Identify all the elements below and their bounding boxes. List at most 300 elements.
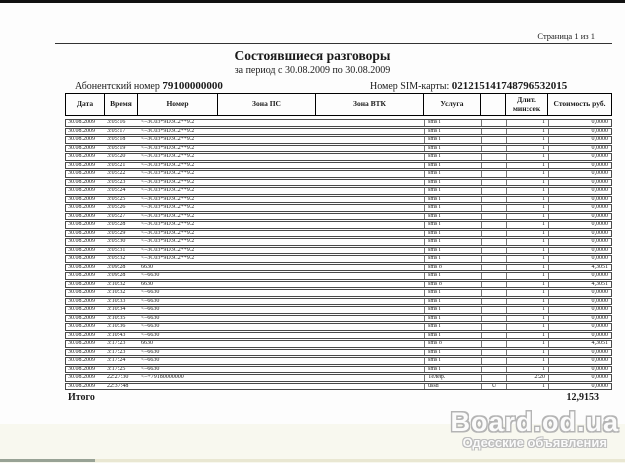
cell-dur: 1 bbox=[506, 384, 548, 390]
cell-dur: 1 bbox=[506, 197, 548, 203]
cell-flag bbox=[481, 290, 506, 296]
table-row bbox=[65, 230, 612, 238]
cell-time: 3:10:34 bbox=[107, 307, 126, 312]
cell-flag bbox=[481, 214, 506, 220]
cell-time: 3:05:25 bbox=[107, 196, 126, 202]
cell-zonavtk bbox=[316, 120, 424, 126]
cell-flag bbox=[481, 248, 506, 254]
cell-usluga: sms i bbox=[424, 146, 481, 152]
cell-time: 3:05:22 bbox=[107, 171, 126, 176]
cell-zonaps bbox=[218, 154, 316, 160]
header-usluga: Услуга bbox=[424, 94, 481, 115]
cell-cost: 0,0000 bbox=[548, 214, 611, 220]
cell-cost: 0,0000 bbox=[548, 231, 611, 237]
cell-time: 3:05:30 bbox=[107, 239, 126, 244]
sim-number: 021215141748796532015 bbox=[451, 80, 568, 92]
cell-cost: 4,3051 bbox=[548, 282, 611, 288]
cell-number: <–3C03*9D3C2**9.2 bbox=[141, 247, 195, 253]
cell-zonavtk bbox=[316, 341, 424, 347]
cell-dur: 1 bbox=[506, 239, 548, 245]
cell-cost: 0,0000 bbox=[548, 137, 611, 143]
cell-dur: 1 bbox=[506, 256, 548, 262]
cell-zonaps bbox=[218, 367, 316, 373]
table-row bbox=[65, 366, 612, 374]
cell-flag bbox=[481, 265, 506, 271]
cell-dur: 1 bbox=[506, 299, 548, 305]
cell-date: 30.08.2009 bbox=[68, 307, 95, 312]
cell-zonaps bbox=[218, 188, 316, 194]
cell-usluga: sms i bbox=[424, 307, 481, 313]
cell-zonaps bbox=[218, 307, 316, 313]
totals-row bbox=[0, 392, 625, 406]
cell-cost: 0,0000 bbox=[548, 299, 611, 305]
cell-flag bbox=[481, 316, 506, 322]
cell-time: 3:10:32 bbox=[107, 281, 126, 287]
cell-zonaps bbox=[218, 205, 316, 211]
cell-usluga: sms i bbox=[424, 214, 481, 220]
cell-cost: 0,0000 bbox=[548, 120, 611, 126]
cell-zonaps bbox=[218, 350, 316, 356]
table-row bbox=[65, 170, 612, 178]
watermark-logo: Board.od.ua bbox=[450, 407, 619, 437]
cell-date: 30.08.2009 bbox=[68, 137, 95, 142]
cell-time: 3:17:23 bbox=[107, 349, 126, 355]
cell-usluga: sms o bbox=[424, 341, 481, 347]
cell-flag bbox=[481, 188, 506, 194]
cell-zonavtk bbox=[316, 282, 424, 288]
table-row bbox=[65, 204, 612, 212]
table-row bbox=[65, 136, 612, 144]
cell-date: 30.08.2009 bbox=[68, 196, 95, 202]
header-zona-vtk: Зона ВТК bbox=[316, 94, 424, 115]
cell-date: 30.08.2009 bbox=[68, 120, 95, 125]
cell-zonavtk bbox=[316, 333, 424, 339]
cell-flag bbox=[481, 163, 506, 169]
cell-number: <–3C03*9D3C2**9.2 bbox=[141, 205, 195, 210]
cell-flag bbox=[481, 137, 506, 143]
cell-dur: 1 bbox=[506, 265, 548, 271]
cell-flag bbox=[481, 341, 506, 347]
table-row bbox=[65, 323, 612, 331]
cell-number: <–6630 bbox=[141, 324, 160, 329]
cell-zonavtk bbox=[316, 171, 424, 177]
cell-dur: 1 bbox=[506, 358, 548, 364]
cell-zonaps bbox=[218, 146, 316, 152]
cell-cost: 0,0000 bbox=[548, 367, 611, 373]
cell-flag bbox=[481, 239, 506, 245]
cell-cost: 0,0000 bbox=[548, 316, 611, 322]
cell-usluga: Телеф. bbox=[424, 375, 481, 381]
cell-zonaps bbox=[218, 316, 316, 322]
cell-time: 3:10:32 bbox=[107, 290, 126, 295]
cell-time: 3:17:24 bbox=[107, 358, 126, 363]
table-row bbox=[65, 272, 612, 280]
cell-zonavtk bbox=[316, 307, 424, 313]
cell-dur: 1 bbox=[506, 205, 548, 211]
cell-date: 30.08.2009 bbox=[68, 230, 95, 236]
cell-cost: 0,0000 bbox=[548, 256, 611, 262]
cell-usluga: sms i bbox=[424, 163, 481, 169]
table-row bbox=[65, 349, 612, 357]
table-row bbox=[65, 213, 612, 221]
cell-dur: 1 bbox=[506, 273, 548, 279]
cell-date: 30.08.2009 bbox=[68, 222, 95, 227]
cell-zonavtk bbox=[316, 290, 424, 296]
cell-dur: 1 bbox=[506, 367, 548, 373]
cell-zonavtk bbox=[316, 231, 424, 237]
watermark-subtitle: Одесские объявления bbox=[462, 435, 607, 450]
cell-zonavtk bbox=[316, 137, 424, 143]
cell-time: 3:05:20 bbox=[107, 154, 126, 159]
cell-cost: 0,0000 bbox=[548, 180, 611, 186]
cell-time: 3:05:17 bbox=[107, 128, 126, 134]
cell-number: 6630 bbox=[141, 281, 153, 287]
page-indicator: Страница 1 из 1 bbox=[537, 31, 595, 41]
cell-time: 3:05:31 bbox=[107, 247, 126, 253]
cell-flag bbox=[481, 171, 506, 177]
cell-dur: 1 bbox=[506, 316, 548, 322]
cell-number: <–3C03*9D3C2**9.2 bbox=[141, 145, 195, 151]
cell-number bbox=[138, 384, 218, 390]
table-row bbox=[65, 332, 612, 340]
cell-zonaps bbox=[218, 358, 316, 364]
cell-flag bbox=[481, 120, 506, 126]
cell-usluga: sms i bbox=[424, 273, 481, 279]
cell-date: 30.08.2009 bbox=[68, 324, 95, 329]
cell-dur: 1 bbox=[506, 350, 548, 356]
cell-flag: U bbox=[481, 384, 506, 390]
cell-time: 22:27:30 bbox=[107, 375, 129, 380]
cell-usluga: sms i bbox=[424, 367, 481, 373]
cell-usluga: ussd bbox=[424, 384, 481, 390]
table-row bbox=[65, 247, 612, 255]
cell-zonaps bbox=[218, 333, 316, 339]
cell-date: 30.08.2009 bbox=[68, 281, 95, 287]
cell-date: 30.08.2009 bbox=[68, 205, 95, 210]
cell-number: <–6630 bbox=[141, 349, 160, 355]
cell-dur: 1 bbox=[506, 341, 548, 347]
cell-zonavtk bbox=[316, 316, 424, 322]
cell-date: 30.08.2009 bbox=[68, 332, 95, 338]
cell-dur: 1 bbox=[506, 154, 548, 160]
table-row bbox=[65, 255, 612, 263]
cell-zonaps bbox=[218, 137, 316, 143]
cell-zonaps bbox=[218, 129, 316, 135]
report-period: за период с 30.08.2009 по 30.08.2009 bbox=[234, 65, 391, 76]
cell-cost: 0,0000 bbox=[548, 222, 611, 228]
cell-zonavtk bbox=[316, 324, 424, 330]
cell-zonavtk bbox=[316, 265, 424, 271]
cell-flag bbox=[481, 154, 506, 160]
header-flag bbox=[481, 94, 506, 115]
cell-date: 30.08.2009 bbox=[68, 290, 95, 295]
cell-flag bbox=[481, 129, 506, 135]
cell-zonavtk bbox=[316, 239, 424, 245]
total-label: Итого bbox=[68, 392, 95, 403]
cell-date: 30.08.2009 bbox=[68, 366, 95, 372]
cell-usluga: sms i bbox=[424, 248, 481, 254]
cell-cost: 0,0000 bbox=[548, 307, 611, 313]
table-row bbox=[65, 374, 612, 382]
cell-usluga: sms i bbox=[424, 324, 481, 330]
cell-number: <–3C03*9D3C2**9.2 bbox=[141, 128, 195, 134]
cell-zonaps bbox=[218, 324, 316, 330]
cell-zonavtk bbox=[316, 375, 424, 381]
cell-cost: 0,0000 bbox=[548, 333, 611, 339]
cell-dur: 1 bbox=[506, 171, 548, 177]
cell-cost: 0,0000 bbox=[548, 273, 611, 279]
cell-usluga: sms i bbox=[424, 197, 481, 203]
cell-number: <–6630 bbox=[141, 273, 160, 278]
header-rule bbox=[55, 43, 612, 44]
cell-number: <–3C03*9D3C2**9.2 bbox=[141, 256, 195, 261]
cell-number: 6630 bbox=[141, 341, 153, 346]
cell-usluga: sms i bbox=[424, 180, 481, 186]
sim-label: Номер SIM-карты: bbox=[370, 81, 450, 92]
cell-date: 30.08.2009 bbox=[68, 298, 95, 304]
cell-dur: 1 bbox=[506, 248, 548, 254]
cell-flag bbox=[481, 273, 506, 279]
cell-zonaps bbox=[218, 120, 316, 126]
cell-cost: 0,0000 bbox=[548, 290, 611, 296]
cell-usluga: sms i bbox=[424, 120, 481, 126]
cell-number: <–3C03*9D3C2**9.2 bbox=[141, 162, 195, 168]
cell-usluga: sms o bbox=[424, 265, 481, 271]
cell-number: <–3C03*9D3C2**9.2 bbox=[141, 196, 195, 202]
cell-time: 3:05:18 bbox=[107, 137, 126, 142]
cell-zonaps bbox=[218, 239, 316, 245]
cell-zonaps bbox=[218, 171, 316, 177]
cell-date: 30.08.2009 bbox=[68, 247, 95, 253]
cell-zonaps bbox=[218, 180, 316, 186]
cell-dur: 1 bbox=[506, 307, 548, 313]
cell-cost: 0,0000 bbox=[548, 205, 611, 211]
cell-zonaps bbox=[218, 248, 316, 254]
cell-flag bbox=[481, 367, 506, 373]
cell-number: <–3C03*9D3C2**9.2 bbox=[141, 213, 195, 219]
cell-number: <–3C03*9D3C2**9.2 bbox=[141, 120, 195, 125]
cell-usluga: sms i bbox=[424, 171, 481, 177]
total-value: 12,9153 bbox=[566, 392, 599, 403]
table-row bbox=[65, 153, 612, 161]
header-duration: Длит. мин:сек bbox=[506, 94, 548, 115]
cell-date: 30.08.2009 bbox=[68, 273, 95, 278]
table-row bbox=[65, 340, 612, 348]
cell-dur: 2:20 bbox=[506, 375, 548, 381]
table-row bbox=[65, 119, 612, 127]
cell-number: <–6630 bbox=[141, 315, 160, 321]
table-row bbox=[65, 315, 612, 323]
cell-date: 30.08.2009 bbox=[68, 145, 95, 151]
cell-date: 30.08.2009 bbox=[68, 239, 95, 244]
cell-zonavtk bbox=[316, 146, 424, 152]
table-body bbox=[65, 119, 612, 391]
cell-number: <–6630 bbox=[141, 358, 160, 363]
cell-flag bbox=[481, 180, 506, 186]
cell-zonavtk bbox=[316, 350, 424, 356]
cell-zonavtk bbox=[316, 256, 424, 262]
cell-usluga: sms i bbox=[424, 188, 481, 194]
cell-time: 3:10:35 bbox=[107, 315, 126, 321]
cell-time: 3:05:23 bbox=[107, 179, 126, 185]
table-row bbox=[65, 238, 612, 246]
cell-time: 3:05:26 bbox=[107, 205, 126, 210]
cell-zonavtk bbox=[316, 367, 424, 373]
cell-cost: 0,0000 bbox=[548, 384, 611, 390]
header-time: Время bbox=[105, 94, 138, 115]
cell-zonavtk bbox=[316, 129, 424, 135]
cell-time: 22:37:48 bbox=[107, 383, 129, 389]
cell-number: <–3C03*9D3C2**9.2 bbox=[141, 179, 195, 185]
cell-number: <–3C03*9D3C2**9.2 bbox=[141, 137, 195, 142]
header-date: Дата bbox=[66, 94, 105, 115]
cell-cost: 0,0000 bbox=[548, 171, 611, 177]
sim-line bbox=[370, 80, 567, 92]
cell-date: 30.08.2009 bbox=[68, 375, 95, 380]
cell-number: <–3C03*9D3C2**9.2 bbox=[141, 230, 195, 236]
cell-zonaps bbox=[218, 214, 316, 220]
cell-dur: 1 bbox=[506, 163, 548, 169]
cell-usluga: sms i bbox=[424, 256, 481, 262]
cell-dur: 1 bbox=[506, 231, 548, 237]
cell-zonavtk bbox=[316, 273, 424, 279]
cell-number: <–6630 bbox=[141, 298, 160, 304]
cell-zonavtk bbox=[316, 214, 424, 220]
table-row bbox=[65, 289, 612, 297]
cell-flag bbox=[481, 146, 506, 152]
cell-flag bbox=[481, 299, 506, 305]
cell-number: <–3C03*9D3C2**9.2 bbox=[141, 171, 195, 176]
cell-number: <–3C03*9D3C2**9.2 bbox=[141, 239, 195, 244]
cell-flag bbox=[481, 324, 506, 330]
cell-dur: 1 bbox=[506, 137, 548, 143]
cell-time: 3:10:33 bbox=[107, 298, 126, 304]
cell-usluga: sms i bbox=[424, 222, 481, 228]
cell-cost: 0,0000 bbox=[548, 350, 611, 356]
cell-dur: 1 bbox=[506, 333, 548, 339]
cell-usluga: sms i bbox=[424, 299, 481, 305]
table-row bbox=[65, 179, 612, 187]
cell-date: 30.08.2009 bbox=[68, 162, 95, 168]
cell-date: 30.08.2009 bbox=[68, 341, 95, 346]
cell-dur: 1 bbox=[506, 222, 548, 228]
cell-zonaps bbox=[218, 273, 316, 279]
cell-time: 3:05:32 bbox=[107, 256, 126, 261]
cell-zonavtk bbox=[316, 299, 424, 305]
cell-time: 3:05:24 bbox=[107, 188, 126, 193]
cell-zonavtk bbox=[316, 358, 424, 364]
cell-time: 3:17:23 bbox=[107, 341, 126, 346]
cell-zonavtk bbox=[316, 248, 424, 254]
cell-cost: 0,0000 bbox=[548, 358, 611, 364]
cell-zonaps bbox=[218, 256, 316, 262]
cell-dur: 1 bbox=[506, 180, 548, 186]
cell-usluga: sms i bbox=[424, 231, 481, 237]
cell-dur: 1 bbox=[506, 146, 548, 152]
cell-date: 30.08.2009 bbox=[68, 213, 95, 219]
cell-date: 30.08.2009 bbox=[68, 179, 95, 185]
cell-usluga: sms i bbox=[424, 154, 481, 160]
cell-number: <–3C03*9D3C2**9.2 bbox=[141, 154, 195, 159]
cell-zonavtk bbox=[316, 154, 424, 160]
cell-zonavtk bbox=[316, 384, 424, 390]
cell-dur: 1 bbox=[506, 120, 548, 126]
cell-cost: 0,0000 bbox=[548, 146, 611, 152]
cell-time: 3:10:36 bbox=[107, 324, 126, 329]
cell-cost: 0,0000 bbox=[548, 375, 611, 381]
cell-zonavtk bbox=[316, 197, 424, 203]
cell-time: 3:17:25 bbox=[107, 366, 126, 372]
cell-zonaps bbox=[218, 384, 316, 390]
table-row bbox=[65, 298, 612, 306]
table-row bbox=[65, 281, 612, 289]
cell-time: 3:05:16 bbox=[107, 120, 126, 125]
cell-zonaps bbox=[218, 299, 316, 305]
cell-date: 30.08.2009 bbox=[68, 154, 95, 159]
cell-date: 30.08.2009 bbox=[68, 358, 95, 363]
cell-number: <–6630 bbox=[141, 290, 160, 295]
cell-cost: 0,0000 bbox=[548, 248, 611, 254]
cell-zonaps bbox=[218, 265, 316, 271]
cell-number: <–3C03*9D3C2**9.2 bbox=[141, 188, 195, 193]
cell-flag bbox=[481, 358, 506, 364]
cell-cost: 4,3051 bbox=[548, 265, 611, 271]
cell-dur: 1 bbox=[506, 290, 548, 296]
table-row bbox=[65, 128, 612, 136]
cell-dur: 1 bbox=[506, 324, 548, 330]
cell-usluga: sms i bbox=[424, 239, 481, 245]
cell-date: 30.08.2009 bbox=[68, 383, 95, 389]
subscriber-number: 79100000000 bbox=[162, 80, 223, 92]
cell-flag bbox=[481, 231, 506, 237]
cell-flag bbox=[481, 333, 506, 339]
cell-date: 30.08.2009 bbox=[68, 349, 95, 355]
cell-usluga: sms o bbox=[424, 282, 481, 288]
cell-usluga: sms i bbox=[424, 129, 481, 135]
table-row bbox=[65, 221, 612, 229]
cell-zonavtk bbox=[316, 163, 424, 169]
cell-time: 3:05:19 bbox=[107, 145, 126, 151]
table-row bbox=[65, 145, 612, 153]
cell-cost: 0,0000 bbox=[548, 129, 611, 135]
cell-date: 30.08.2009 bbox=[68, 315, 95, 321]
table-row bbox=[65, 264, 612, 272]
cell-usluga: sms i bbox=[424, 333, 481, 339]
cell-zonavtk bbox=[316, 188, 424, 194]
table-row bbox=[65, 196, 612, 204]
cell-usluga: sms i bbox=[424, 316, 481, 322]
cell-time: 3:05:27 bbox=[107, 213, 126, 219]
cell-dur: 1 bbox=[506, 214, 548, 220]
cell-date: 30.08.2009 bbox=[68, 264, 95, 270]
cell-date: 30.08.2009 bbox=[68, 256, 95, 261]
cell-time: 3:05:21 bbox=[107, 162, 126, 168]
cell-flag bbox=[481, 256, 506, 262]
cell-zonaps bbox=[218, 231, 316, 237]
cell-cost: 4,3051 bbox=[548, 341, 611, 347]
header-zona-ps: Зона ПС bbox=[218, 94, 316, 115]
cell-cost: 0,0000 bbox=[548, 239, 611, 245]
table-row bbox=[65, 383, 612, 391]
table-row bbox=[65, 162, 612, 170]
table-row bbox=[65, 357, 612, 365]
cell-time: 3:05:28 bbox=[107, 222, 126, 227]
table-row bbox=[65, 187, 612, 195]
cell-number: <–6630 bbox=[141, 332, 160, 338]
cell-dur: 1 bbox=[506, 282, 548, 288]
cell-flag bbox=[481, 222, 506, 228]
cell-flag bbox=[481, 205, 506, 211]
